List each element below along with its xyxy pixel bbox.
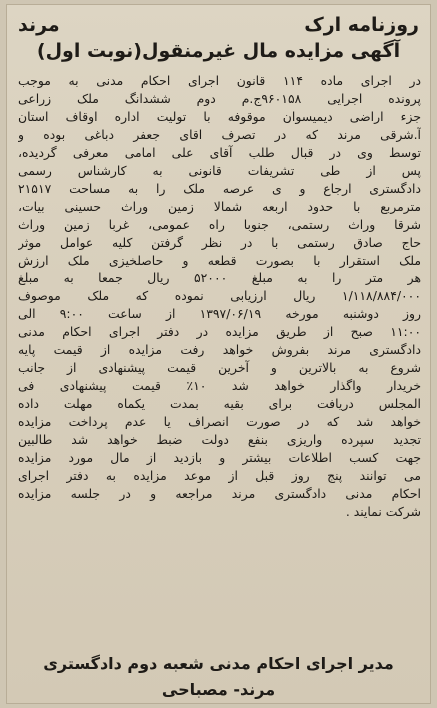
ad-body — [18, 72, 421, 521]
body-line: هر متر را به مبلغ ۵۲۰۰۰ ریال جمعا به مبلغ — [18, 270, 421, 286]
body-line: خواهد شد که در صورت انصراف یا عدم پرداخت مزایده — [18, 414, 421, 430]
body-line: دادگستری ارجاع و ی عرصه ملک را به مساحت ۲۱۵۱۷ — [18, 180, 421, 196]
ad-title: آگهی مزایده مال غیرمنقول(نوبت اول) — [36, 40, 401, 62]
body-line: می توانند پنج روز قبل از موعد مزایده به دفتر اجرای — [18, 467, 421, 483]
city-name: روزنامه ارک — [304, 14, 419, 36]
body-line: پرونده اجرایی ۹۶۰۱۵۸ج.م دوم ششدانگ ملک زراعی — [18, 90, 421, 106]
newspaper-name: مرند — [18, 14, 60, 36]
body-line: احکام مدنی دادگستری مرند مراجعه و در جلسه مزایده — [18, 485, 421, 501]
body-line: پس از طی تشریفات قانونی به کارشناس رسمی — [18, 162, 421, 178]
body-line: شرکت نمایند . — [345, 503, 421, 519]
body-line: شروع به بالاترین و آخرین قیمت پیشنهادی از جانب — [18, 360, 421, 376]
body-line: ۱۱:۰۰ صبح از طریق مزایده در دفتر اجرای احکام مدنی — [18, 324, 421, 340]
signer-name: مرند- مصباحی — [161, 680, 276, 699]
body-line: المجلس دریافت برای بقیه بمدت یکماه مهلت داده — [18, 396, 421, 412]
body-line: روز دوشنبه مورخه ۱۳۹۷/۰۶/۱۹ از ساعت ۹:۰۰ الی — [18, 306, 421, 322]
body-line: شرقا وراث رستمی، جنوبا راه عمومی، غربا زمین وراث — [18, 216, 421, 232]
body-line: جهت کسب اطلاعات بیشتر و بازدید از مال مورد مزایده — [18, 450, 421, 466]
body-line: در اجرای ماده ۱۱۴ قانون اجرای احکام مدنی به موجب — [18, 73, 421, 88]
body-line: ۱/۱۱۸/۸۸۴/۰۰۰ ریال ارزیابی نموده که ملک موصوف — [18, 288, 421, 304]
body-line: دادگستری مرند بفروش خواهد رفت مزایده از قیمت پایه — [18, 342, 421, 358]
body-line: ملک استقرار با بصورت قطعه و حاصلخیزی ملک ارزش — [18, 252, 421, 268]
newspaper-clipping — [6, 4, 431, 704]
body-line: جزء اراضی دیمیسوان موقوفه با تولیت اداره اوقاف استان — [18, 108, 421, 124]
signer-title: مدیر اجرای احکام مدنی شعبه دوم دادگستری — [43, 654, 394, 673]
body-line: آ.شرقی مرند که در تصرف اقای جعفر دباغی بوده و — [18, 126, 421, 142]
body-line: توسط وی در قبال طلب آقای علی امامی معرفی گردیده، — [18, 144, 421, 160]
body-line: تجدید سپرده واریزی بنفع دولت ضبط خواهد شد طالبین — [18, 432, 421, 448]
body-line: حاج صادق رستمی با در نظر گرفتن کلیه عوامل موثر — [18, 234, 421, 250]
body-line: خریدار واگذار خواهد شد ۱۰٪ قیمت پیشنهادی فی — [18, 378, 421, 394]
header — [18, 10, 419, 40]
body-line: مترمربع با حدود اربعه شمالا زمین وراث حسینی بیات، — [18, 198, 421, 214]
